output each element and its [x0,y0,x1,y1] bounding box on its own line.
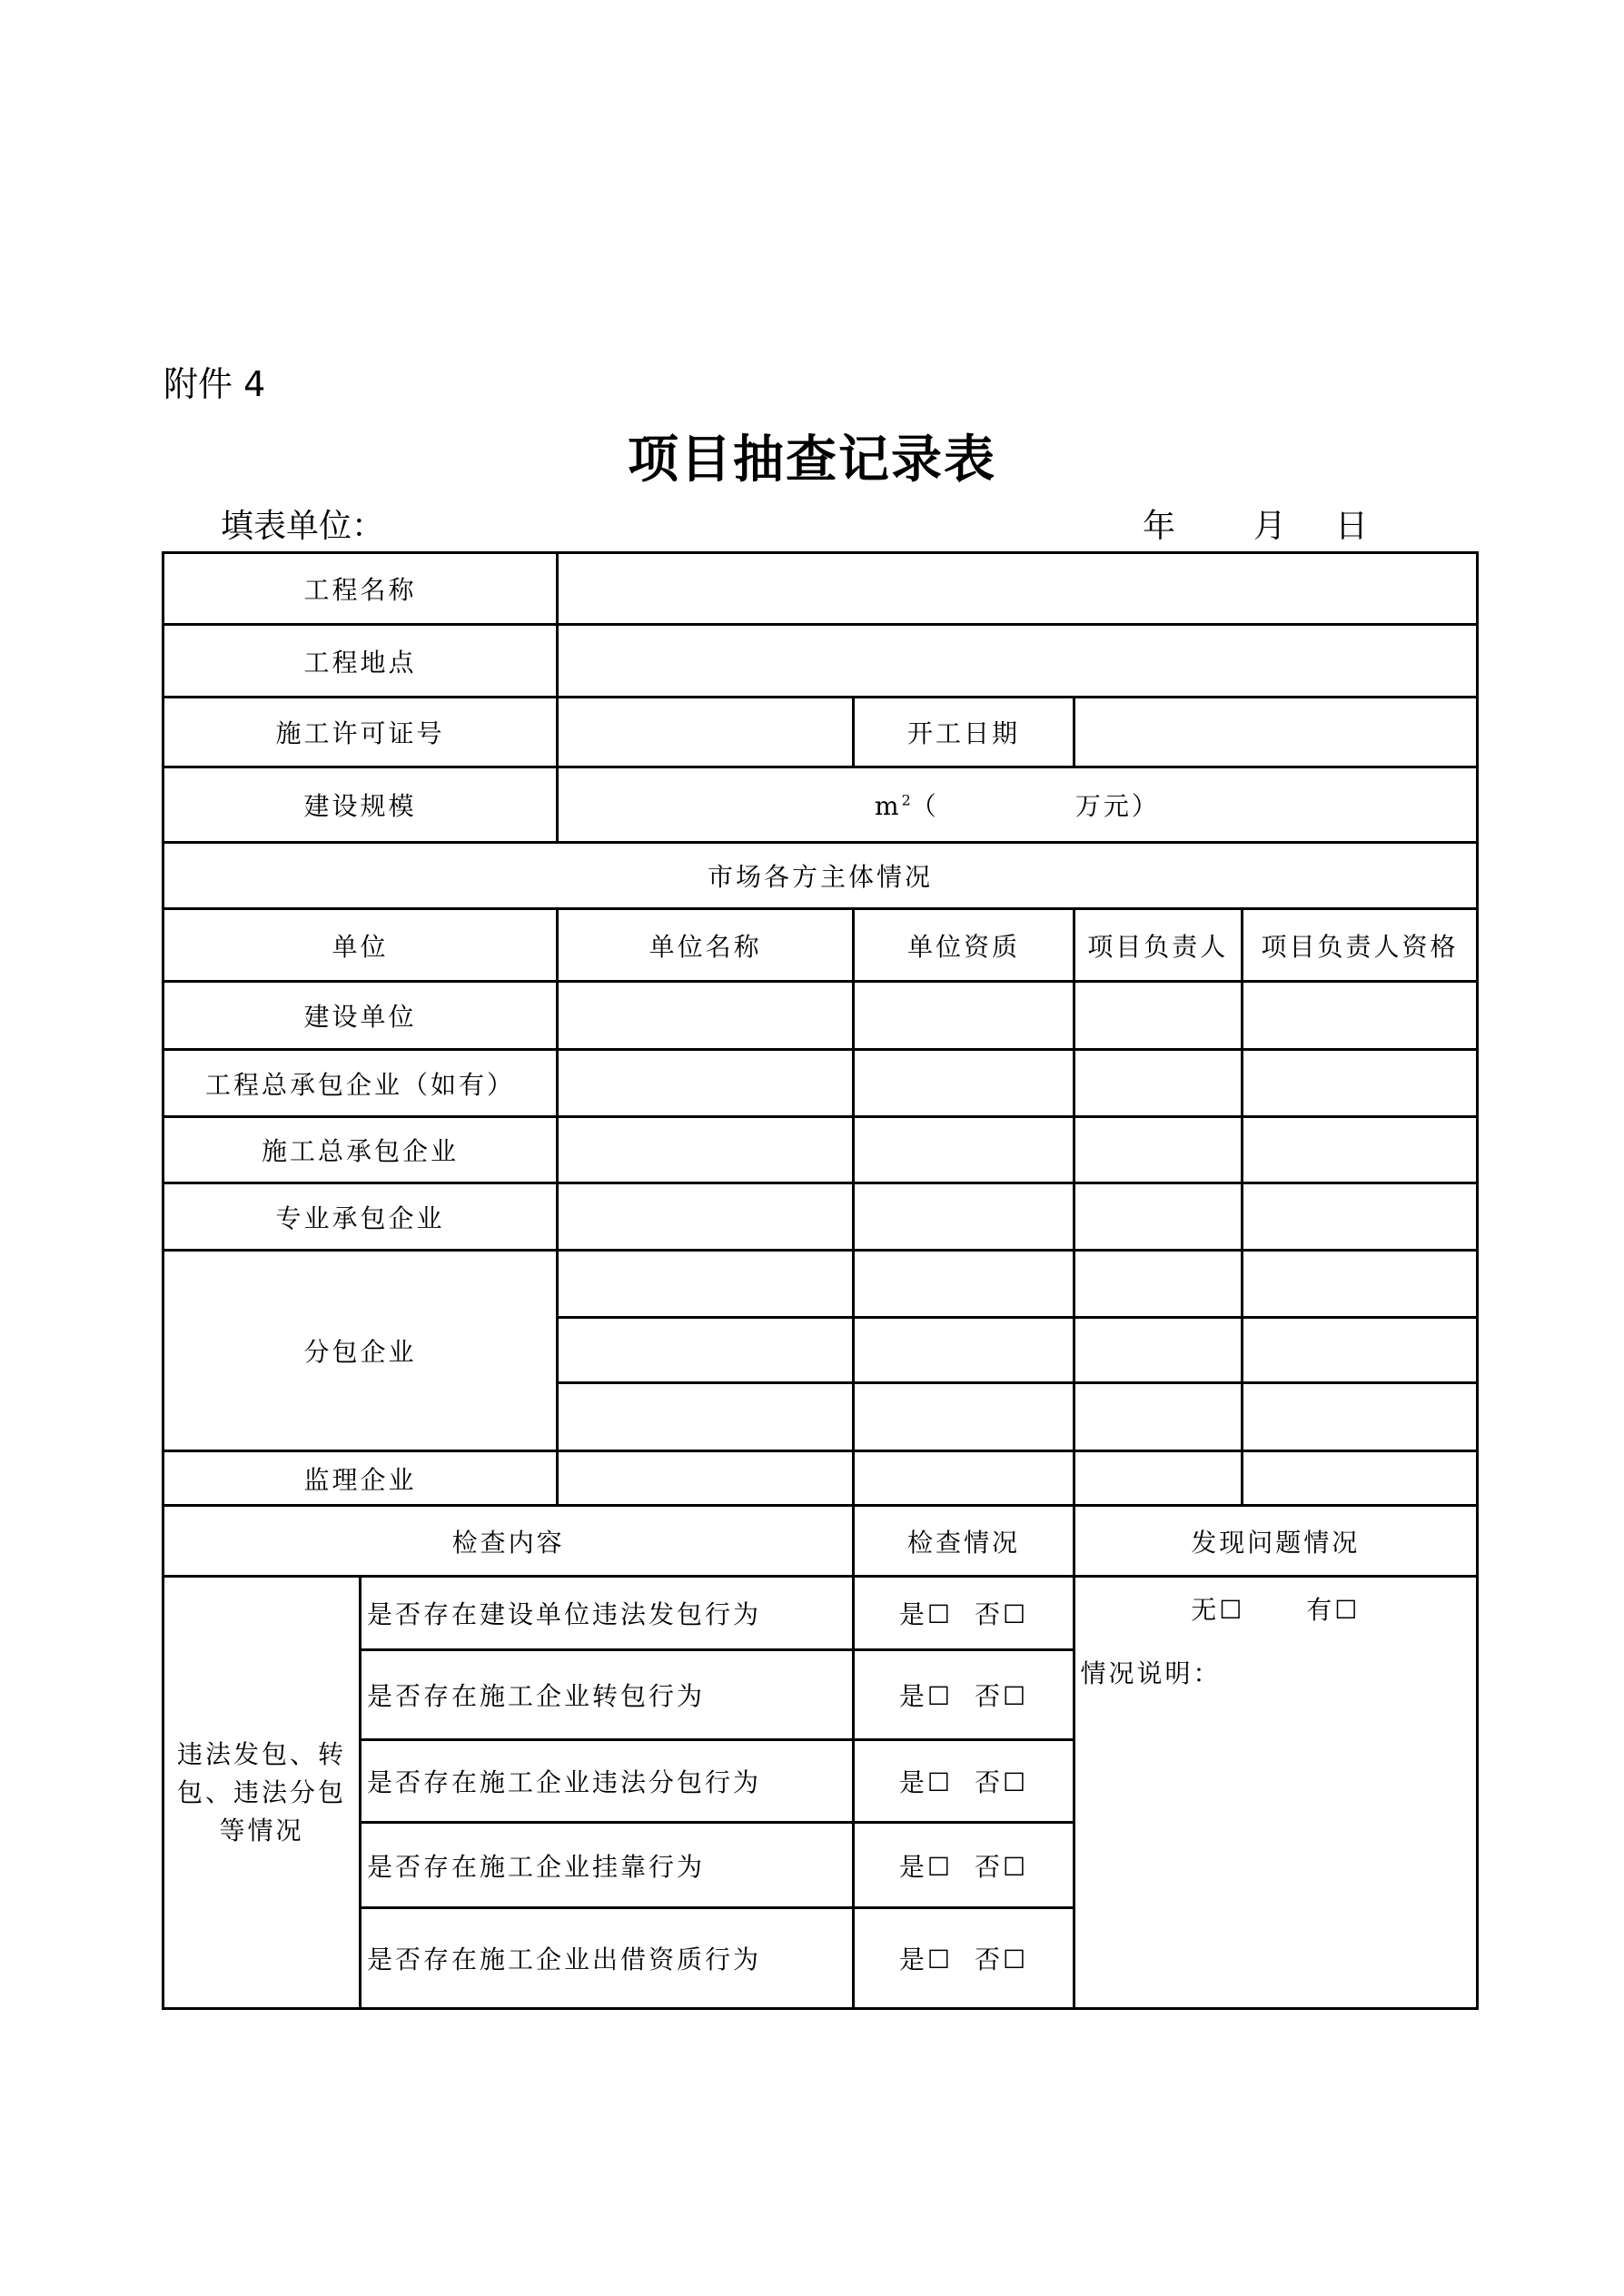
issues-have-checkbox[interactable]: 有☐ [1306,1595,1361,1625]
party-cell[interactable] [854,1117,1074,1183]
party-row-epc [163,1050,1478,1117]
project-location-row [163,625,1478,698]
inspection-item: 是否存在施工企业挂靠行为 [360,1823,853,1908]
inspection-content-header: 检查内容 [163,1506,854,1577]
party-cell[interactable] [1242,1318,1477,1383]
yes-checkbox[interactable]: 是☐ [898,1681,953,1711]
filler-unit-label: 填表单位： [221,508,385,545]
col-qualification-header: 单位资质 [854,909,1074,982]
party-cell[interactable] [1242,982,1477,1050]
party-label-supervisor: 监理企业 [163,1451,558,1506]
party-cell[interactable] [1074,1050,1242,1117]
party-cell[interactable] [1242,1183,1477,1251]
issues-none-checkbox[interactable]: 无☐ [1191,1595,1245,1625]
parties-section-title: 市场各方主体情况 [163,843,1478,909]
inspection-header-row [163,1506,1478,1577]
inspection-record-table [162,551,1479,2010]
yes-checkbox[interactable]: 是☐ [898,1599,953,1629]
project-location-field[interactable] [557,625,1477,698]
permit-label: 施工许可证号 [163,698,558,767]
inspection-item: 是否存在施工企业违法分包行为 [360,1740,853,1823]
inspection-checkboxes[interactable] [854,1650,1074,1740]
date-day-label: 日 [1335,508,1369,545]
scale-unit-money: 万元） [1074,791,1160,821]
date-year-label: 年 [1143,508,1176,545]
no-checkbox[interactable]: 否☐ [974,1767,1029,1797]
scale-unit-area: m [875,791,902,821]
start-date-field[interactable] [1074,698,1477,767]
party-cell[interactable] [1242,1383,1477,1451]
scale-paren-open: （ [910,791,939,821]
party-row-specialty-contractor [163,1183,1478,1251]
parties-header-row [163,909,1478,982]
no-checkbox[interactable]: 否☐ [974,1681,1029,1711]
attachment-label: 附件 4 [163,364,266,404]
party-cell[interactable] [1074,1117,1242,1183]
no-checkbox[interactable]: 否☐ [974,1599,1029,1629]
col-manager-header: 项目负责人 [1074,909,1242,982]
inspection-status-header: 检查情况 [854,1506,1074,1577]
party-cell[interactable] [557,1451,853,1506]
party-cell[interactable] [854,982,1074,1050]
inspection-checkboxes[interactable] [854,1908,1074,2009]
inspection-item: 是否存在施工企业出借资质行为 [360,1908,853,2009]
scale-row [163,767,1478,843]
inspection-category: 违法发包、转包、违法分包等情况 [163,1577,361,2009]
party-cell[interactable] [1242,1117,1477,1183]
party-cell[interactable] [1074,982,1242,1050]
scale-field[interactable] [557,767,1477,843]
party-cell[interactable] [854,1183,1074,1251]
inspection-item: 是否存在施工企业转包行为 [360,1650,853,1740]
party-cell[interactable] [854,1383,1074,1451]
party-cell[interactable] [557,1251,853,1318]
col-unit-header: 单位 [163,909,558,982]
party-label-general-contractor: 施工总承包企业 [163,1117,558,1183]
no-checkbox[interactable]: 否☐ [974,1851,1029,1882]
party-cell[interactable] [854,1318,1074,1383]
party-row-general-contractor [163,1117,1478,1183]
party-cell[interactable] [557,982,853,1050]
inspection-checkboxes[interactable] [854,1577,1074,1650]
party-label-subcontractor: 分包企业 [163,1251,558,1451]
party-label-owner: 建设单位 [163,982,558,1050]
party-cell[interactable] [1242,1251,1477,1318]
party-cell[interactable] [854,1050,1074,1117]
project-name-label: 工程名称 [163,553,558,625]
col-unit-name-header: 单位名称 [557,909,853,982]
issues-description-label: 情况说明： [1080,1658,1222,1688]
yes-checkbox[interactable]: 是☐ [898,1851,953,1882]
party-cell[interactable] [854,1451,1074,1506]
inspection-item: 是否存在建设单位违法发包行为 [360,1577,853,1650]
party-cell[interactable] [1074,1383,1242,1451]
inspection-row [163,1577,1478,1650]
yes-checkbox[interactable]: 是☐ [898,1945,953,1974]
party-cell[interactable] [1074,1318,1242,1383]
party-cell[interactable] [1242,1451,1477,1506]
form-title: 项目抽查记录表 [628,430,996,490]
permit-field[interactable] [557,698,853,767]
party-label-epc: 工程总承包企业（如有） [163,1050,558,1117]
party-cell[interactable] [1074,1183,1242,1251]
party-row-supervisor [163,1451,1478,1506]
party-label-specialty-contractor: 专业承包企业 [163,1183,558,1251]
start-date-label: 开工日期 [854,698,1074,767]
party-cell[interactable] [1242,1050,1477,1117]
party-cell[interactable] [854,1251,1074,1318]
party-cell[interactable] [557,1318,853,1383]
party-cell[interactable] [557,1117,853,1183]
project-name-field[interactable] [557,553,1477,625]
col-manager-qualification-header: 项目负责人资格 [1242,909,1477,982]
inspection-checkboxes[interactable] [854,1740,1074,1823]
party-cell[interactable] [557,1050,853,1117]
inspection-issues-header: 发现问题情况 [1074,1506,1477,1577]
parties-section-row [163,843,1478,909]
project-location-label: 工程地点 [163,625,558,698]
inspection-checkboxes[interactable] [854,1823,1074,1908]
permit-row [163,698,1478,767]
issues-cell [1074,1577,1477,2009]
party-cell[interactable] [1074,1251,1242,1318]
scale-unit-area-sup: 2 [901,791,911,809]
scale-label: 建设规模 [163,767,558,843]
date-month-label: 月 [1253,508,1287,545]
no-checkbox[interactable]: 否☐ [974,1945,1029,1974]
party-row-subcontractor [163,1251,1478,1318]
project-name-row [163,553,1478,625]
party-cell[interactable] [557,1383,853,1451]
party-cell[interactable] [1074,1451,1242,1506]
party-row-owner [163,982,1478,1050]
party-cell[interactable] [557,1183,853,1251]
yes-checkbox[interactable]: 是☐ [898,1767,953,1797]
